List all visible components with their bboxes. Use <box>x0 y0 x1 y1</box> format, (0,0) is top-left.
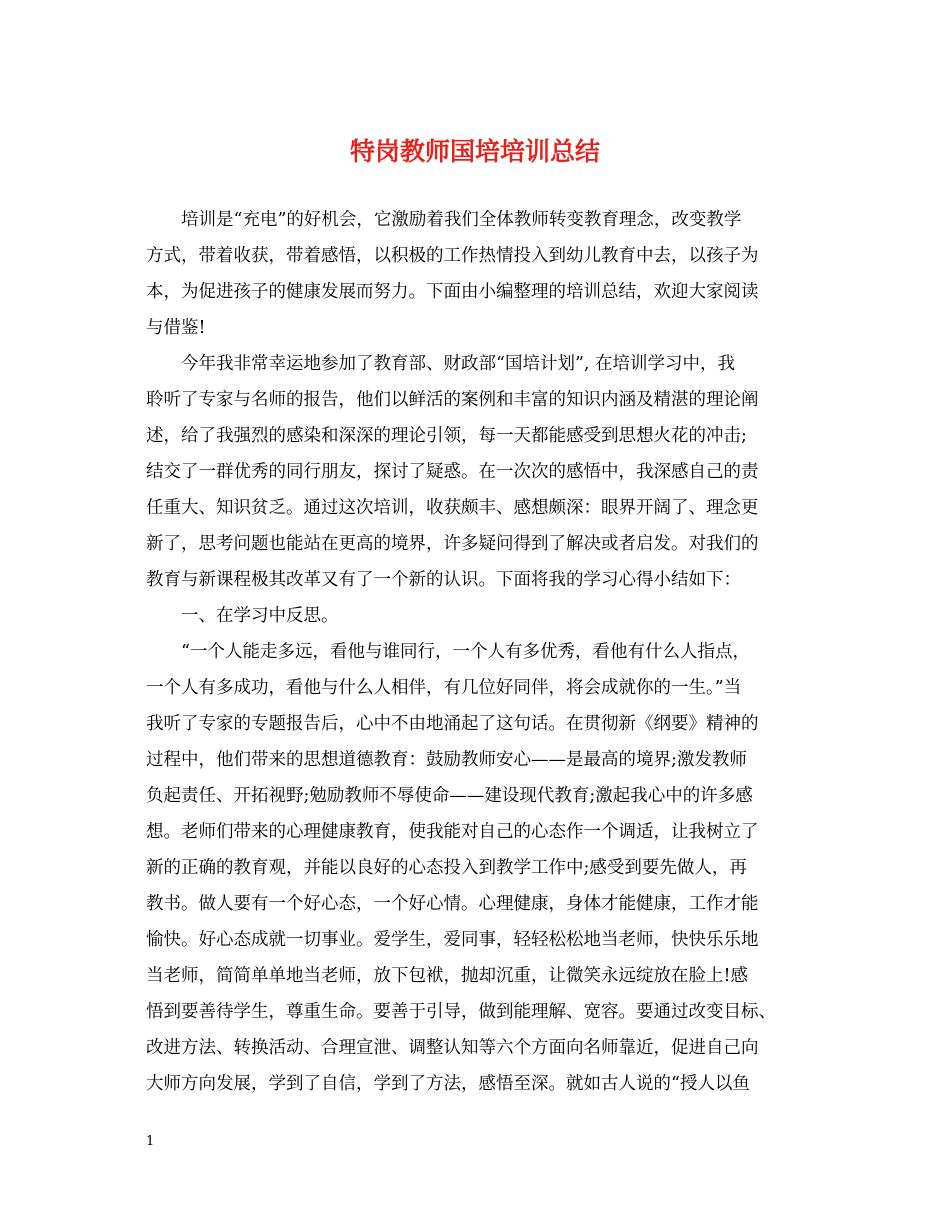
text-line: 一个人有多成功，看他与什么人相伴，有几位好同伴，将会成就你的一生。”当 <box>146 678 742 698</box>
text-line: 教育与新课程极其改革又有了一个新的认识。下面将我的学习心得小结如下： <box>146 570 741 590</box>
text-line: 大师方向发展，学到了自信，学到了方法，感悟至深。就如古人说的“授人以鱼 <box>146 1074 750 1094</box>
text-line: 我听了专家的专题报告后，心中不由地涌起了这句话。在贯彻新《纲要》精神的 <box>146 714 759 734</box>
page-number: 1 <box>146 1134 155 1149</box>
text-line: 当老师，简简单单地当老师，放下包袱，抛却沉重，让微笑永远绽放在脸上!感 <box>146 966 749 986</box>
text-line: 任重大、知识贫乏。通过这次培训，收获颇丰、感想颇深：眼界开阔了、理念更 <box>146 498 759 518</box>
text-line: 聆听了专家与名师的报告，他们以鲜活的案例和丰富的知识内涵及精湛的理论阐 <box>146 390 759 410</box>
text-line: 想。老师们带来的心理健康教育，使我能对自己的心态作一个调适，让我树立了 <box>146 822 759 842</box>
text-line: 新的正确的教育观，并能以良好的心态投入到教学工作中;感受到要先做人，再 <box>146 858 747 878</box>
text-line: 新了，思考问题也能站在更高的境界，许多疑问得到了解决或者启发。对我们的 <box>146 534 759 554</box>
text-line: 改进方法、转换活动、合理宣泄、调整认知等六个方面向名师靠近，促进自己向 <box>146 1038 759 1058</box>
text-line: 愉快。好心态成就一切事业。爱学生，爱同事，轻轻松松地当老师，快快乐乐地 <box>146 930 759 950</box>
text-line: 教书。做人要有一个好心态，一个好心情。心理健康，身体才能健康，工作才能 <box>146 894 759 914</box>
text-line: 过程中，他们带来的思想道德教育：鼓励教师安心——是最高的境界;激发教师 <box>146 750 747 770</box>
text-line: 方式，带着收获，带着感悟，以积极的工作热情投入到幼儿教育中去，以孩子为 <box>146 246 759 266</box>
text-line: 培训是“充电”的好机会，它激励着我们全体教师转变教育理念，改变教学 <box>146 210 742 230</box>
text-line: 悟到要善待学生，尊重生命。要善于引导，做到能理解、宽容。要通过改变目标、 <box>146 1002 776 1022</box>
text-line: 结交了一群优秀的同行朋友，探讨了疑惑。在一次次的感悟中，我深感自己的责 <box>146 462 759 482</box>
document-title: 特岗教师国培培训总结 <box>349 137 600 166</box>
text-line: 本，为促进孩子的健康发展而努力。下面由小编整理的培训总结，欢迎大家阅读 <box>146 282 759 302</box>
section-heading: 一、在学习中反思。 <box>146 606 339 626</box>
text-line: 今年我非常幸运地参加了教育部、财政部“国培计划”, 在培训学习中，我 <box>146 354 736 374</box>
text-line: “一个人能走多远，看他与谁同行，一个人有多优秀，看他有什么人指点， <box>146 642 750 662</box>
text-line: 述，给了我强烈的感染和深深的理论引领，每一天都能感受到思想火花的冲击; <box>146 426 747 446</box>
text-line: 与借鉴! <box>146 318 206 338</box>
text-line: 负起责任、开拓视野;勉励教师不辱使命——建设现代教育;激起我心中的许多感 <box>146 786 753 806</box>
